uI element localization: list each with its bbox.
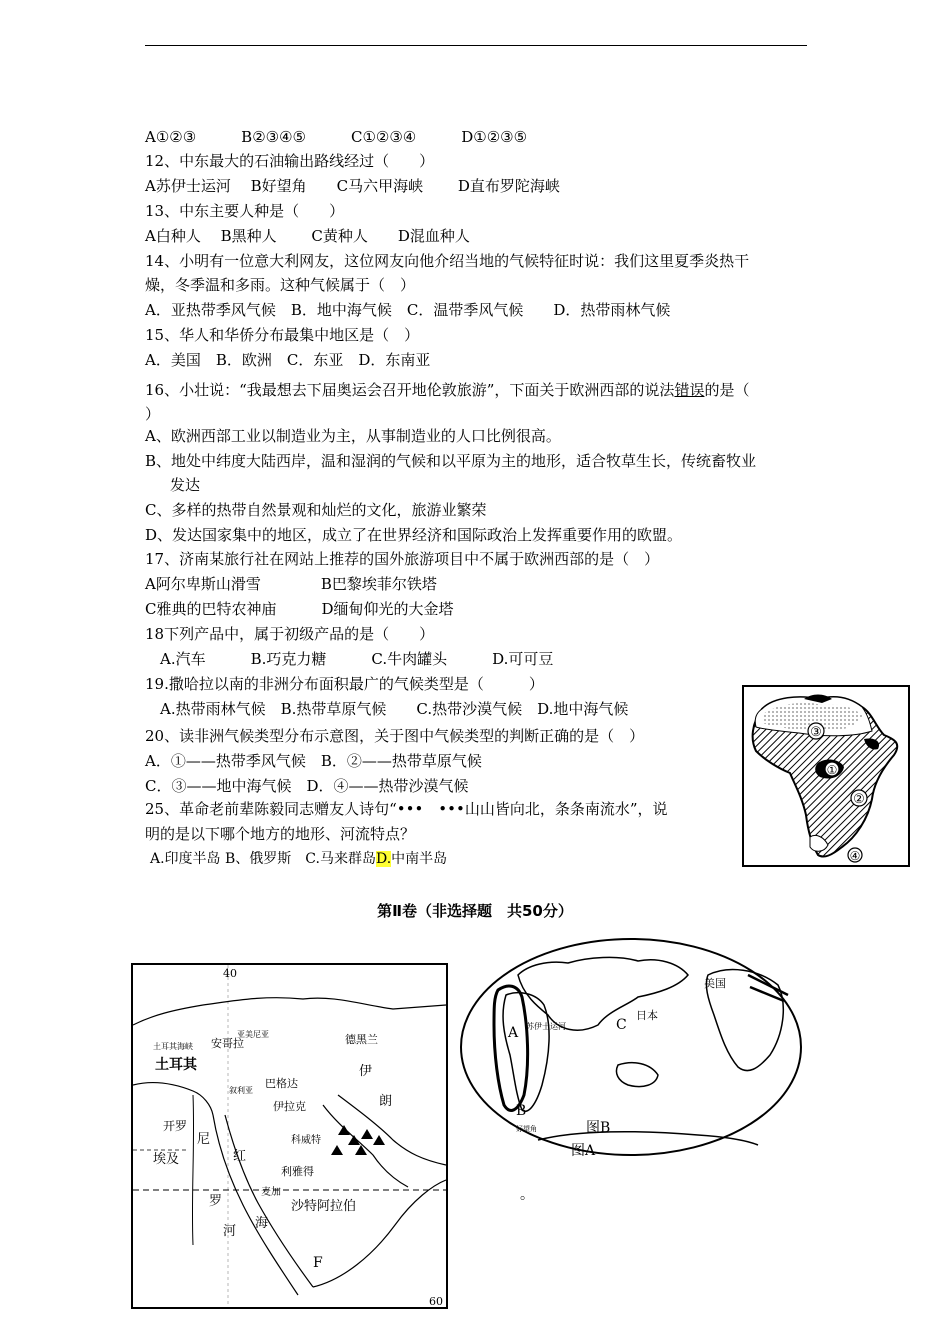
world-map-svg: [458, 935, 804, 1160]
africa-map-svg: [744, 687, 908, 865]
mideast-cairo: 开罗: [163, 1119, 188, 1133]
red-sea-west: [213, 1115, 298, 1295]
q15-stem: 15、华人和华侨分布最集中地区是（ ）: [145, 326, 420, 344]
world-label-b: B: [516, 1103, 527, 1119]
q25-stem-2: 明的是以下哪个地方的地形、河流特点？: [145, 825, 416, 843]
nile-river: [192, 1095, 193, 1245]
mideast-lat-60: 60: [429, 1295, 443, 1307]
q15-options: A．美国 B．欧洲 C．东亚 D．东南亚: [145, 351, 431, 369]
mideast-iran-2: 朗: [379, 1094, 393, 1109]
q18-options: A.汽车 B.巧克力糖 C.牛肉罐头 D.可可豆: [160, 650, 554, 668]
oil-well-2: [348, 1135, 360, 1145]
q25-stem-1: 25、革命老前辈陈毅同志赠友人诗句“••• •••山山皆向北，条条南流水”，说: [145, 800, 668, 818]
world-map: [458, 935, 804, 1160]
q16-option-a: A、欧洲西部工业以制造业为主，从事制造业的人口比例很高。: [145, 427, 561, 445]
q16-tail: 的是（: [704, 381, 750, 399]
mideast-nile-1: 尼: [197, 1132, 211, 1147]
caption-dot: 。: [520, 1187, 534, 1203]
mideast-map-svg: [133, 965, 446, 1307]
oil-well-5: [355, 1145, 367, 1155]
q16-underlined-word: 错误: [674, 381, 705, 399]
world-japan: 日本: [636, 1009, 658, 1022]
middle-east-map: [131, 963, 448, 1309]
q17-options-2: C雅典的巴特农神庙 D缅甸仰光的大金塔: [145, 600, 454, 618]
mideast-riyadh: 利雅得: [281, 1165, 314, 1178]
mideast-nile-2: 罗: [209, 1194, 223, 1209]
oil-well-1: [338, 1125, 350, 1135]
mideast-iraq: 伊拉克: [273, 1100, 306, 1113]
mideast-mecca: 麦加: [261, 1187, 281, 1198]
mideast-tehran: 德黑兰: [345, 1033, 378, 1046]
mideast-straits: 土耳其海峡: [153, 1042, 193, 1051]
africa-label-3: ③: [810, 725, 822, 740]
mideast-armenia: 亚美尼亚: [237, 1030, 269, 1039]
mideast-kuwait: 科威特: [291, 1135, 321, 1146]
q16-option-c: C、多样的热带自然景观和灿烂的文化，旅游业繁荣: [145, 501, 487, 519]
mideast-red-1: 红: [233, 1149, 247, 1164]
world-label-a: A: [508, 1025, 519, 1041]
q16-stem-1: [145, 380, 749, 400]
mideast-saudi: 沙特阿拉伯: [291, 1199, 357, 1214]
q14-options: A．亚热带季风气候 B．地中海气候 C．温带季风气候 D．热带雨林气候: [145, 301, 671, 319]
q20-options-2: C．③——地中海气候 D．④——热带沙漠气候: [145, 777, 469, 795]
q12-options: A苏伊士运河 B好望角 C马六甲海峡 D直布罗陀海峡: [145, 177, 560, 195]
q16-option-b: B、地处中纬度大陆西岸，温和湿润的气候和以平原为主的地形，适合牧草生长，传统畜牧业: [145, 452, 757, 470]
africa-label-2: ②: [853, 792, 865, 807]
black-sea-coast: [133, 998, 446, 1025]
q11-options: A①②③ B②③④⑤ C①②③④ D①②③⑤: [145, 128, 528, 146]
q25-option-d-text: 中南半岛: [391, 851, 448, 867]
q13-stem: 13、中东主要人种是（ ）: [145, 202, 345, 220]
world-cape: 好望角: [516, 1125, 537, 1133]
section-title: 第Ⅱ卷（非选择题 共50分）: [377, 902, 573, 920]
oil-well-3: [361, 1129, 373, 1139]
mideast-baghdad: 巴格达: [265, 1077, 298, 1090]
q20-stem: 20、读非洲气候类型分布示意图，关于图中气候类型的判断正确的是（ ）: [145, 727, 645, 745]
mideast-lat-40: 40: [223, 967, 237, 980]
q16-option-d: D、发达国家集中的地区，成立了在世界经济和国际政治上发挥重要作用的欧盟。: [145, 526, 683, 544]
q14-stem-1: 14、小明有一位意大利网友，这位网友向他介绍当地的气候特征时说：我们这里夏季炎热干: [145, 252, 750, 270]
q25-options-abc: A.印度半岛 B、俄罗斯 C.马来群岛: [150, 851, 376, 867]
persian-gulf-west: [323, 1105, 408, 1187]
q19-options: A.热带雨林气候 B.热带草原气候 C.热带沙漠气候 D.地中海气候: [160, 700, 629, 718]
q16-stem-2: ）: [145, 405, 161, 423]
header-rule: [145, 45, 807, 46]
q17-stem: 17、济南某旅行社在网站上推荐的国外旅游项目中不属于欧洲西部的是（ ）: [145, 550, 660, 568]
q20-options-1: A．①——热带季风气候 B．②——热带草原气候: [145, 752, 482, 770]
q18-stem: 18下列产品中，属于初级产品的是（ ）: [145, 625, 435, 643]
mediterranean-coast: [133, 1083, 213, 1115]
africa-label-4: ④: [849, 849, 861, 863]
oil-well-6: [331, 1145, 343, 1155]
q25-options: [150, 849, 447, 869]
world-suez: 苏伊士运河: [526, 1022, 566, 1031]
caption-figure-a: 图A: [571, 1143, 596, 1159]
world-usa: 美国: [704, 977, 726, 990]
mideast-nile-3: 河: [223, 1224, 237, 1239]
arabian-south-coast: [313, 1180, 446, 1287]
caption-figure-b: 图B: [586, 1120, 611, 1136]
mideast-egypt: 埃及: [153, 1152, 180, 1167]
world-label-c: C: [616, 1017, 627, 1033]
q25-option-d-letter: D.: [375, 851, 392, 867]
q16-text: 16、小壮说：“我最想去下届奥运会召开地伦敦旅游”，下面关于欧洲西部的说法: [145, 381, 675, 399]
q12-stem: 12、中东最大的石油输出路线经过（ ）: [145, 152, 435, 170]
mideast-ankara: 安哥拉: [211, 1037, 244, 1050]
oil-well-4: [373, 1135, 385, 1145]
mideast-sea: 海: [255, 1216, 269, 1231]
q16-option-b-cont: 发达: [170, 476, 201, 494]
q13-options: A白种人 B黑种人 C黄种人 D混血种人: [145, 227, 470, 245]
mideast-syria: 叙利亚: [229, 1086, 253, 1095]
mideast-turkey: 土耳其: [155, 1057, 197, 1073]
q17-options-1: A阿尔卑斯山滑雪 B巴黎埃菲尔铁塔: [145, 575, 437, 593]
africa-label-1: ①: [826, 763, 838, 777]
mideast-f-label: F: [313, 1255, 323, 1271]
q14-stem-2: 燥，冬季温和多雨。这种气候属于（ ）: [145, 276, 416, 294]
africa-climate-map: [742, 685, 910, 867]
q19-stem: 19.撒哈拉以南的非洲分布面积最广的气候类型是（ ）: [145, 675, 544, 693]
mideast-iran-1: 伊: [359, 1064, 373, 1079]
